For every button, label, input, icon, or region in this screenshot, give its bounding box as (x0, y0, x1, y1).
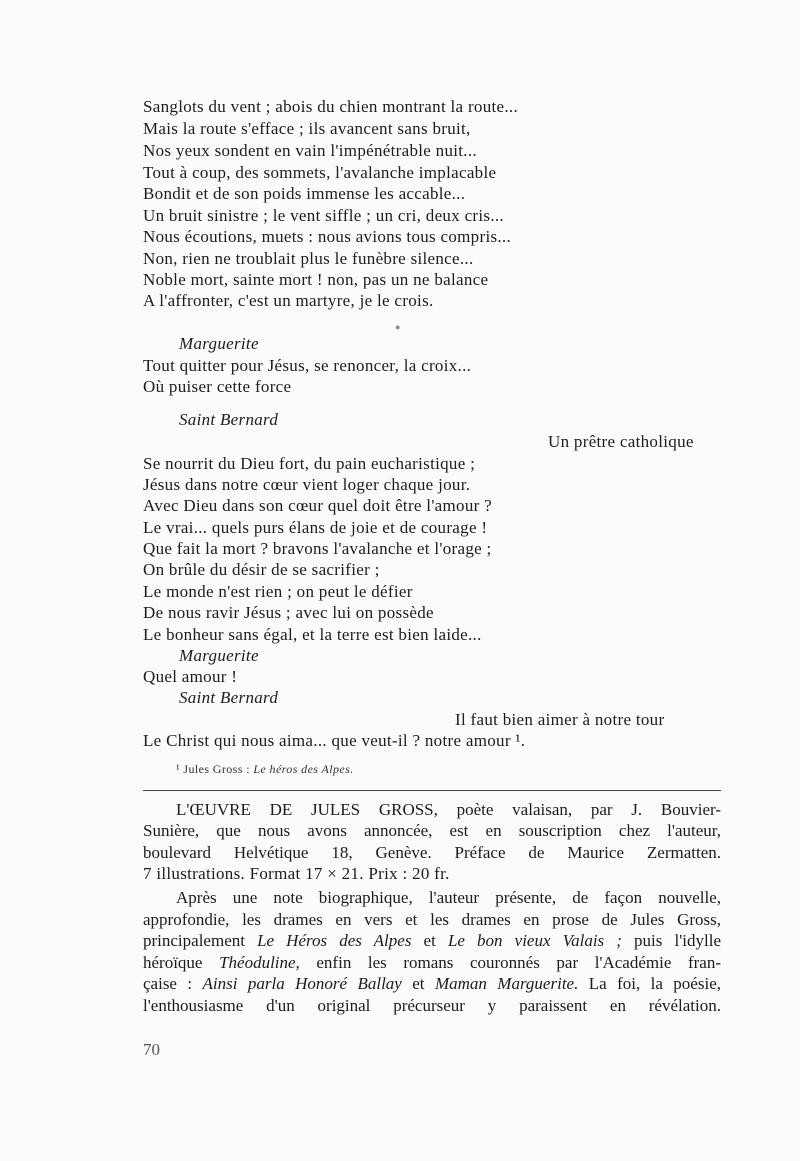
work-title: Le bon vieux Valais ; (447, 931, 622, 950)
poem-line: Le monde n'est rien ; on peut le défier (143, 582, 413, 601)
review-line: Après une note biographique, l'auteur présente, de façon nouvelle, (176, 888, 721, 907)
poem-line: Non, rien ne troublait plus le funèbre silence... (143, 249, 474, 268)
review-text: enfin les romans couronnés par l'Académie fran- (299, 953, 721, 972)
review-line (143, 973, 721, 994)
speaker-name: Saint Bernard (179, 688, 279, 707)
poem-line: Noble mort, sainte mort ! non, pas un ne balance (143, 270, 489, 289)
review-line: approfondie, les drames en vers et les drames en prose de Jules Gross, (143, 910, 721, 929)
review-text: principalement (143, 931, 258, 950)
poem-line: Sanglots du vent ; abois du chien montrant la route... (143, 97, 519, 116)
review-line: 7 illustrations. Format 17 × 21. Prix : 20 fr. (143, 864, 450, 883)
review-text: çaise : (143, 974, 203, 993)
separator-dot: ● (395, 322, 401, 332)
work-title: Maman Marguerite. (434, 974, 579, 993)
poem-line: A l'affronter, c'est un martyre, je le crois. (143, 291, 434, 310)
speaker-name: Saint Bernard (179, 410, 279, 429)
poem-line: Où puiser cette force (143, 377, 292, 396)
footnote-title: Le héros des Alpes. (253, 762, 354, 776)
review-text: et (411, 931, 448, 950)
review-line: L'ŒUVRE DE JULES GROSS, poète valaisan, par J. Bouvier- (176, 800, 721, 819)
review-text: puis l'idylle (621, 931, 722, 950)
review-line: boulevard Helvétique 18, Genève. Préface de Maurice Zermatten. (143, 843, 721, 862)
poem-line: Tout à coup, des sommets, l'avalanche implacable (143, 163, 497, 182)
poem-line: Bondit et de son poids immense les accable... (143, 184, 466, 203)
poem-line: Un bruit sinistre ; le vent siffle ; un cri, deux cris... (143, 206, 504, 225)
section-divider (143, 790, 721, 791)
work-title: Théoduline, (219, 953, 300, 972)
poem-line: De nous ravir Jésus ; avec lui on possède (143, 603, 434, 622)
poem-line: Le bonheur sans égal, et la terre est bien laide... (143, 625, 482, 644)
poem-line: Jésus dans notre cœur vient loger chaque jour. (143, 475, 471, 494)
poem-line: Avec Dieu dans son cœur quel doit être l'amour ? (143, 496, 493, 515)
review-line: l'enthousiasme d'un original précurseur y paraissent en révélation. (143, 996, 721, 1015)
poem-line: Nous écoutions, muets : nous avions tous compris... (143, 227, 512, 246)
footnote-source: ¹ Jules Gross : (176, 762, 254, 776)
review-text: La foi, la poésie, (578, 974, 721, 993)
review-text: et (401, 974, 435, 993)
work-title: Ainsi parla Honoré Ballay (202, 974, 402, 993)
page-number: 70 (143, 1040, 160, 1059)
poem-line: Le vrai... quels purs élans de joie et de courage ! (143, 518, 488, 537)
poem-line: Un prêtre catholique (548, 432, 694, 451)
footnote (176, 762, 354, 777)
poem-line: Le Christ qui nous aima... que veut-il ? notre amour ¹. (143, 731, 526, 750)
review-line (143, 952, 721, 973)
poem-line: Tout quitter pour Jésus, se renoncer, la croix... (143, 356, 472, 375)
review-text: héroïque (143, 953, 220, 972)
poem-line: Mais la route s'efface ; ils avancent sans bruit, (143, 119, 471, 138)
poem-line: Quel amour ! (143, 667, 238, 686)
work-title: Le Héros des Alpes (257, 931, 412, 950)
poem-line: Que fait la mort ? bravons l'avalanche et l'orage ; (143, 539, 492, 558)
poem-line: Nos yeux sondent en vain l'impénétrable nuit... (143, 141, 477, 160)
speaker-name: Marguerite (179, 646, 259, 665)
speaker-name: Marguerite (179, 334, 259, 353)
poem-line: Il faut bien aimer à notre tour (455, 710, 665, 729)
review-line: Sunière, que nous avons annoncée, est en souscription chez l'auteur, (143, 821, 721, 840)
poem-line: On brûle du désir de se sacrifier ; (143, 560, 380, 579)
poem-line: Se nourrit du Dieu fort, du pain eucharistique ; (143, 454, 476, 473)
review-line (143, 930, 721, 951)
